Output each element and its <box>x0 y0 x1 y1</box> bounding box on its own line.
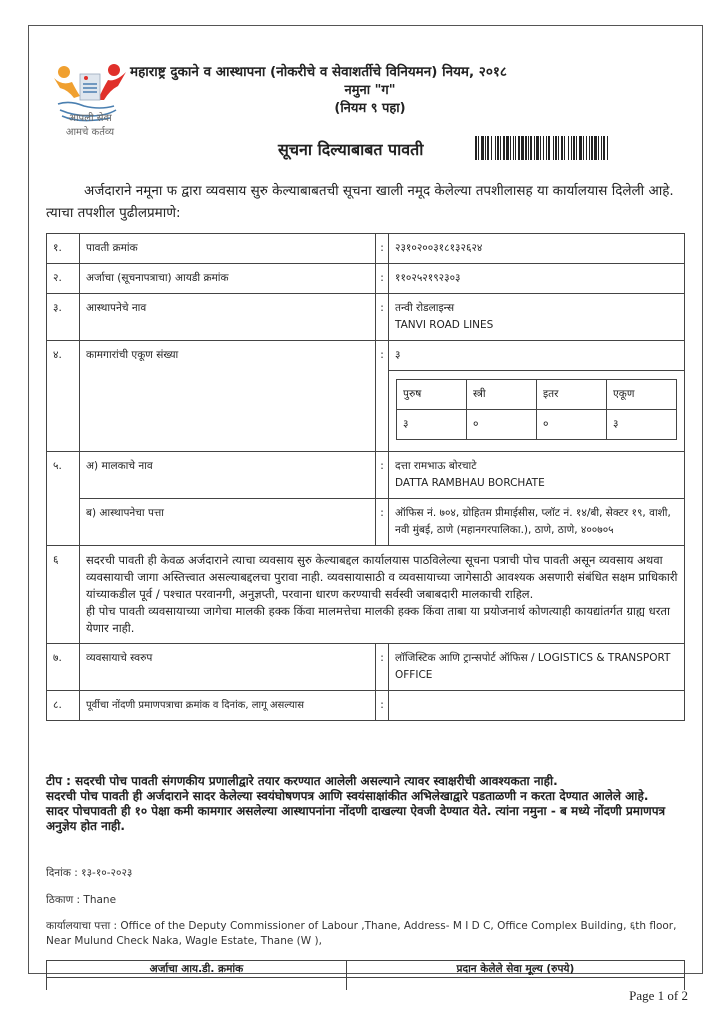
table-row <box>47 264 685 294</box>
row-colon: : <box>376 341 389 452</box>
establishment-address-value: ऑफिस नं. ७०४, ग्रोहितम प्रीमाईसीस, प्लॉट नं. १४/बी, सेक्टर १९, वाशी, नवी मुंबई, ठाणे (महानगरपालिका.), ठाणे, ठाणे, ४००७०५ <box>389 499 685 546</box>
office-value: Office of the Deputy Commissioner of Labour ,Thane, Address- M I D C, Office Complex Building, ६th floor, Near Mulund Check Naka, Wagle Estate, Thane (W ), <box>46 920 677 947</box>
row-label: कामगारांची एकूण संख्या <box>80 341 376 452</box>
business-nature-value: लॉजिस्टिक आणि ट्रान्सपोर्ट ऑफिस / LOGISTICS & TRANSPORT OFFICE <box>389 644 685 691</box>
table-row <box>47 341 685 452</box>
application-id-value: ११०२५२१९२३०३ <box>389 264 685 294</box>
logo-orange-figure <box>54 78 80 98</box>
row-number: ८. <box>47 691 80 721</box>
logo-document <box>80 74 100 100</box>
previous-registration-value <box>389 691 685 721</box>
table-row <box>47 234 685 264</box>
row-number: ५. <box>47 452 80 546</box>
date-line: दिनांक : १३-१०-२०२३ <box>46 867 133 879</box>
worker-count-value <box>389 341 685 452</box>
row-colon: : <box>376 452 389 499</box>
workers-total-value: ३ <box>607 410 677 440</box>
row-number: ६ <box>47 546 80 644</box>
note-line-3: सादर पोचपावती ही १० पेक्षा कमी कामगार असलेल्या आस्थापनांना नोंदणी दाखल्या ऐवजी देण्यात येते. त्यांना नमुना - ब मध्ये नोंदणी प्रमाणपत्र अनुज्ञेय होत नाही. <box>46 804 666 833</box>
logo-caption-line1: आपली सेवा <box>68 113 112 124</box>
row-colon: : <box>376 234 389 264</box>
row-label: आस्थापनेचे नाव <box>80 294 376 341</box>
fee-cell-application-id <box>47 978 347 991</box>
note-line-2: सदरची पोच पावती ही अर्जदाराने सादर केलेल्या स्वयंघोषणपत्र आणि स्वयंसाक्षांकीत अभिलेखाद्वारे पडताळणी न करता देण्यात आलेले आहे. <box>46 789 649 803</box>
workers-header-male: पुरुष <box>397 380 467 410</box>
logo-caption <box>50 112 130 140</box>
logo-red-figure <box>98 72 126 100</box>
place-label: ठिकाण <box>46 894 74 906</box>
workers-header-other: इतर <box>537 380 607 410</box>
act-title: महाराष्ट्र दुकाने व आस्थापना (नोकरीचे व सेवाशर्तीचे विनियमन) नियम, २०१८ <box>130 64 507 80</box>
receipt-title: सूचना दिल्याबाबत पावती <box>278 140 424 159</box>
total-workers: ३ <box>395 349 401 361</box>
workers-table <box>396 379 677 440</box>
establishment-name-marathi: तन्वी रोडलाइन्स <box>395 302 455 314</box>
workers-header-female: स्त्री <box>467 380 537 410</box>
row-number: ७. <box>47 644 80 691</box>
row-label: पावती क्रमांक <box>80 234 376 264</box>
fee-table-header-row <box>47 961 685 978</box>
logo-caption-line2: आमचे कर्तव्य <box>65 127 115 138</box>
workers-value-row <box>397 410 677 440</box>
details-table <box>46 233 685 721</box>
rule-reference: (नियम ९ पहा) <box>334 101 406 116</box>
receipt-number-value: २३१०२००३१८१३२६२४ <box>389 234 685 264</box>
fee-header-service-charge: प्रदान केलेले सेवा मूल्य (रुपये) <box>346 961 684 978</box>
row-label: अ) मालकाचे नाव <box>80 452 376 499</box>
date-label: दिनांक <box>46 867 71 879</box>
row-number: ३. <box>47 294 80 341</box>
page-indicator: Page 1 of 2 <box>629 988 688 1003</box>
fee-table <box>46 960 685 990</box>
table-row <box>47 452 685 499</box>
owner-name-value <box>389 452 685 499</box>
row-label: ब) आस्थापनेचा पत्ता <box>80 499 376 546</box>
table-row <box>47 546 685 644</box>
disclaimer-cell <box>80 546 685 644</box>
barcode-bar <box>608 136 609 160</box>
office-label: कार्यालयाचा पत्ता <box>46 920 111 932</box>
workers-female-value: ० <box>467 410 537 440</box>
workers-header-total: एकूण <box>607 380 677 410</box>
form-name: नमुना "ग" <box>344 83 396 98</box>
table-row <box>47 499 685 546</box>
row-label: व्यवसायाचे स्वरुप <box>80 644 376 691</box>
row-label: पूर्वीचा नोंदणी प्रमाणपत्राचा क्रमांक व दिनांक, लागू असल्यास <box>80 691 376 721</box>
intro-paragraph: अर्जदाराने नमूना फ द्वारा व्यवसाय सुरु केल्याबाबतची सूचना खाली नमूद केलेल्या तपशीलासह या कार्यालयास दिलेली आहे. त्याचा तपशील पुढीलप्रमाणे: <box>46 183 674 221</box>
workers-header-row <box>397 380 677 410</box>
workers-male-value: ३ <box>397 410 467 440</box>
row-label: अर्जाचा (सूचनापत्राचा) आयडी क्रमांक <box>80 264 376 294</box>
row-colon: : <box>376 294 389 341</box>
barcode <box>475 136 685 160</box>
table-row <box>47 691 685 721</box>
workers-breakdown <box>389 370 684 448</box>
disclaimer-text-1: सदरची पावती ही केवळ अर्जदाराने त्याचा व्यवसाय सुरु केल्याबद्दल कार्यालयास पाठविलेल्या सूचना पत्राची पोच पावती असून व्यवसाय अथवा व्यवसायाची जागा अस्तित्त्वात असल्याबद्दलचा पुरावा नाही. व्यवसायासाठी व व्यवसायाच्या जागेसाठी आवश्यक असणारी संबंधित सक्षम प्राधिकारी यांच्याकडील पूर्व / पश्चात परवानगी, अनुज्ञप्ती, परवाना धारण करण्याची सर्वस्वी जबाबदारी मालकाची राहिल. <box>86 553 678 601</box>
place-value: Thane <box>83 894 117 906</box>
workers-other-value: ० <box>537 410 607 440</box>
row-number: ४. <box>47 341 80 452</box>
place-line: ठिकाण : Thane <box>46 894 117 906</box>
logo-red-head <box>108 64 120 76</box>
logo-orange-head <box>58 66 70 78</box>
owner-name-english: DATTA RAMBHAU BORCHATE <box>395 477 545 489</box>
fee-header-application-id: अर्जाचा आय.डी. क्रमांक <box>47 961 347 978</box>
owner-name-marathi: दत्ता रामभाऊ बोरचाटे <box>395 460 477 472</box>
note-line-1: टीप : सदरची पोच पावती संगणकीय प्रणालीद्वारे तयार करण्यात आलेली असल्याने त्यावर स्वाक्षरीची आवश्यकता नाही. <box>46 774 558 788</box>
table-row <box>47 644 685 691</box>
establishment-name-value <box>389 294 685 341</box>
row-colon: : <box>376 264 389 294</box>
establishment-name-english: TANVI ROAD LINES <box>395 319 494 331</box>
row-number: २. <box>47 264 80 294</box>
disclaimer-text-2: ही पोच पावती व्यवसायाच्या जागेचा मालकी हक्क किंवा मालमत्तेचा मालकी हक्क किंवा ताबा या प्रयोजनार्थ कोणत्याही कायद्यांतर्गत ग्राह्य धरता येणार नाही. <box>86 604 670 635</box>
date-value: १३-१०-२०२३ <box>81 867 133 879</box>
row-number: १. <box>47 234 80 264</box>
table-row <box>47 294 685 341</box>
row-colon: : <box>376 499 389 546</box>
row-colon: : <box>376 644 389 691</box>
office-address-line: कार्यालयाचा पत्ता : Office of the Deputy Commissioner of Labour ,Thane, Address- M I D C, Office Complex Building, ६th floor, Near Mulund Check Naka, Wagle Estate, Thane (W ), <box>46 920 677 947</box>
note-block <box>46 774 686 834</box>
fee-table-row <box>47 978 685 991</box>
row-colon: : <box>376 691 389 721</box>
